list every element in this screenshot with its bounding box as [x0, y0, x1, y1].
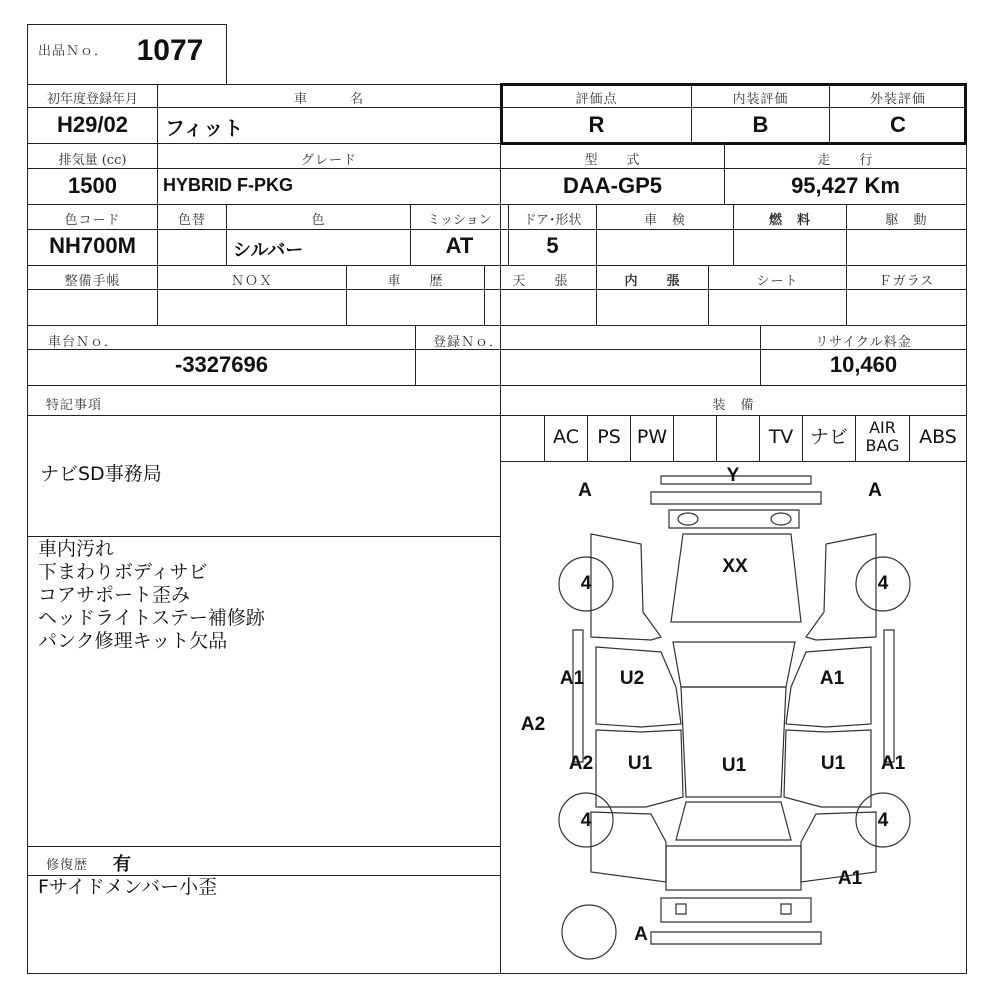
equip-airbag-line2: BAG: [865, 436, 900, 455]
interior-lining-label: 内 張: [624, 274, 681, 289]
recycle-label: リサイクル料金: [815, 335, 912, 350]
mark-front-top: Y: [726, 465, 740, 486]
mark-hood: XX: [722, 556, 748, 577]
equip-abs: ABS: [919, 426, 957, 448]
mark-tire-fr: 4: [877, 573, 889, 594]
mark-roof: U1: [721, 755, 747, 776]
equipment-label: 装 備: [712, 398, 755, 413]
reg-year-label: 初年度登録年月: [46, 92, 138, 107]
color-code: NH700M: [49, 233, 136, 258]
mark-door-rear-right: U1: [820, 753, 846, 774]
color: シルバー: [233, 240, 304, 261]
mark-side-left: A2: [520, 714, 546, 735]
score-label: 評価点: [575, 92, 618, 107]
chassis-number: -3327696: [175, 352, 268, 377]
remarks-line-5: ヘッドライトステー補修跡: [38, 607, 265, 629]
fglass-label: Ｆガラス: [878, 274, 935, 289]
seat-label: シート: [756, 274, 799, 289]
mileage: 95,427 Km: [791, 173, 900, 198]
mission: AT: [445, 233, 474, 258]
equip-pw: PW: [636, 426, 668, 448]
history-label: 車 歴: [387, 274, 444, 289]
car-name: フィット: [165, 116, 244, 140]
mark-door-rear-left: U1: [627, 753, 653, 774]
registration-label: 登録Ｎｏ．: [433, 335, 504, 350]
equip-ac: AC: [553, 426, 579, 448]
mark-tire-fl: 4: [580, 573, 592, 594]
interior-label: 内装評価: [732, 92, 789, 107]
equip-airbag: [856, 419, 909, 455]
exterior-score: C: [890, 112, 906, 137]
car-body-diagram: [501, 462, 966, 973]
remarks-line-3: 下まわりボディサビ: [38, 561, 208, 583]
remarks-label: 特記事項: [46, 398, 103, 413]
drive-label: 駆 動: [885, 213, 928, 228]
model: DAA-GP5: [562, 173, 662, 198]
mark-fender-left: A1: [559, 668, 585, 689]
mark-tire-rr: 4: [877, 810, 889, 831]
mileage-label: 走 行: [817, 153, 874, 168]
equip-airbag-line1: AIR: [869, 418, 896, 437]
door-label: ドア･形状: [523, 213, 582, 228]
model-label: 型 式: [584, 153, 641, 168]
equip-navi: ナビ: [809, 426, 848, 448]
equip-ps: PS: [597, 426, 621, 448]
interior-score: B: [752, 112, 769, 137]
mark-quarter-right: A1: [837, 868, 863, 889]
remarks-line-4: コアサポート歪み: [38, 584, 191, 606]
exterior-label: 外装評価: [869, 92, 926, 107]
color-code-label: 色コード: [64, 213, 121, 228]
lot-number: 1077: [136, 34, 204, 67]
score: R: [588, 112, 605, 137]
repair-detail: Fサイドメンバー小歪: [38, 876, 218, 898]
mission-label: ミッション: [427, 213, 492, 228]
displacement-label: 排気量 (cc): [58, 153, 127, 168]
mark-front-left: A: [578, 480, 592, 501]
mark-rear-left-outer: A2: [568, 753, 594, 774]
roof-label: 天 張: [512, 274, 569, 289]
inspection-label: 車 検: [643, 213, 686, 228]
mark-tire-rl: 4: [580, 810, 592, 831]
mark-rear-right-outer: A1: [880, 753, 906, 774]
mark-door-front-left: U2: [619, 668, 645, 689]
lot-number-label: 出品Ｎｏ．: [38, 44, 109, 59]
maintenance-label: 整備手帳: [64, 274, 121, 289]
door: 5: [546, 233, 559, 258]
mark-fender-right: A1: [819, 668, 845, 689]
equip-tv: TV: [768, 426, 794, 448]
recycle-fee: 10,460: [829, 352, 898, 377]
repair-history-value: 有: [113, 854, 131, 875]
remarks-line-1: ナビSD事務局: [40, 463, 162, 485]
car-name-label: 車 名: [293, 92, 364, 107]
color-label: 色: [311, 213, 326, 228]
mark-front-right: A: [868, 480, 882, 501]
remarks-line-6: パンク修理キット欠品: [38, 630, 228, 652]
chassis-label: 車台Ｎｏ．: [48, 335, 119, 350]
displacement: 1500: [68, 173, 117, 198]
mark-rear-bumper: A: [634, 924, 648, 945]
reg-year: H29/02: [57, 112, 128, 137]
nox-label: ＮＯＸ: [230, 274, 273, 289]
color-change-label: 色替: [177, 213, 206, 228]
fuel-label: 燃 料: [768, 213, 811, 228]
remarks-line-2: 車内汚れ: [38, 538, 115, 560]
grade-label: グレード: [300, 153, 357, 168]
grade: HYBRID F-PKG: [163, 175, 293, 195]
repair-history-label: 修復歴: [46, 858, 89, 873]
